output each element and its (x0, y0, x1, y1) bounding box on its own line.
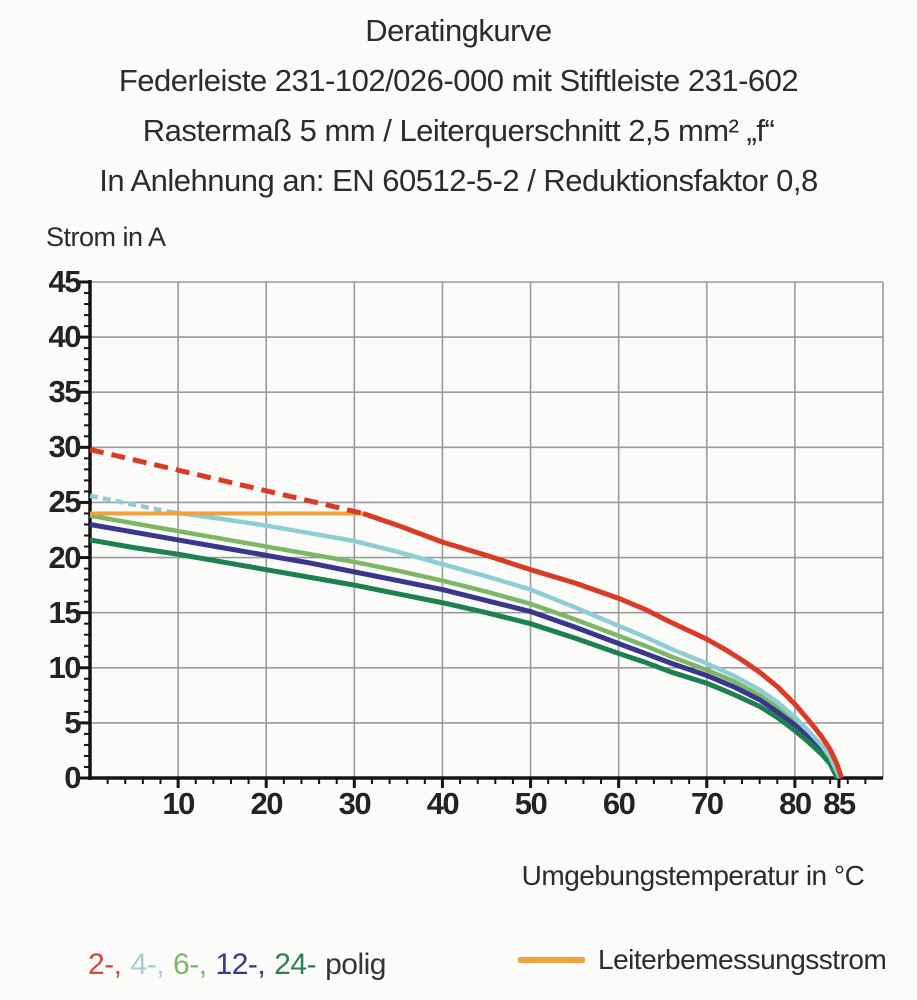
x-tick-label: 40 (426, 786, 459, 821)
y-tick-label: 0 (64, 760, 80, 795)
legend-rated-current (518, 944, 886, 976)
rated-current-label: Leiterbemessungsstrom (598, 944, 887, 975)
legend-pole-item: 24- (274, 948, 317, 981)
y-tick-label: 35 (48, 374, 80, 410)
x-tick-label: 80 (779, 786, 811, 821)
y-tick-label: 45 (48, 264, 80, 299)
y-tick-label: 10 (48, 649, 80, 685)
y-tick-label: 25 (48, 484, 80, 520)
y-tick-label: 40 (48, 319, 80, 355)
x-tick-label: 60 (602, 786, 635, 821)
y-tick-label: 15 (48, 594, 80, 630)
y-tick-label: 5 (64, 704, 80, 740)
x-tick-label: 10 (162, 786, 194, 821)
chart-subtitle-standard: In Anlehnung an: EN 60512-5-2 / Reduktionsfaktor 0,8 (99, 163, 818, 198)
chart-subtitle-spec: Rastermaß 5 mm / Leiterquerschnitt 2,5 mm² „f“ (142, 113, 775, 148)
y-axis-title: Strom in A (46, 222, 166, 252)
y-tick-label: 20 (48, 539, 80, 575)
legend-poles (88, 948, 386, 982)
x-tick-label: 20 (250, 786, 282, 821)
rated-current-swatch (518, 957, 585, 963)
legend-pole-suffix: polig (325, 948, 386, 981)
x-axis-title: Umgebungstemperatur in °C (521, 860, 865, 891)
legend-pole-item: 12-, (215, 948, 266, 981)
x-tick-label: 85 (823, 786, 855, 821)
y-tick-label: 30 (48, 429, 80, 465)
x-tick-label: 70 (691, 786, 723, 821)
legend-pole-item: 4-, (130, 948, 165, 981)
chart-title: Deratingkurve (365, 13, 552, 48)
legend-pole-item: 2-, (88, 948, 122, 981)
chart-subtitle-connectors: Federleiste 231-102/026-000 mit Stiftleiste 231-602 (118, 63, 799, 98)
x-tick-label: 50 (514, 786, 547, 821)
x-tick-label: 30 (338, 786, 371, 821)
legend-pole-item: 6-, (173, 948, 207, 981)
